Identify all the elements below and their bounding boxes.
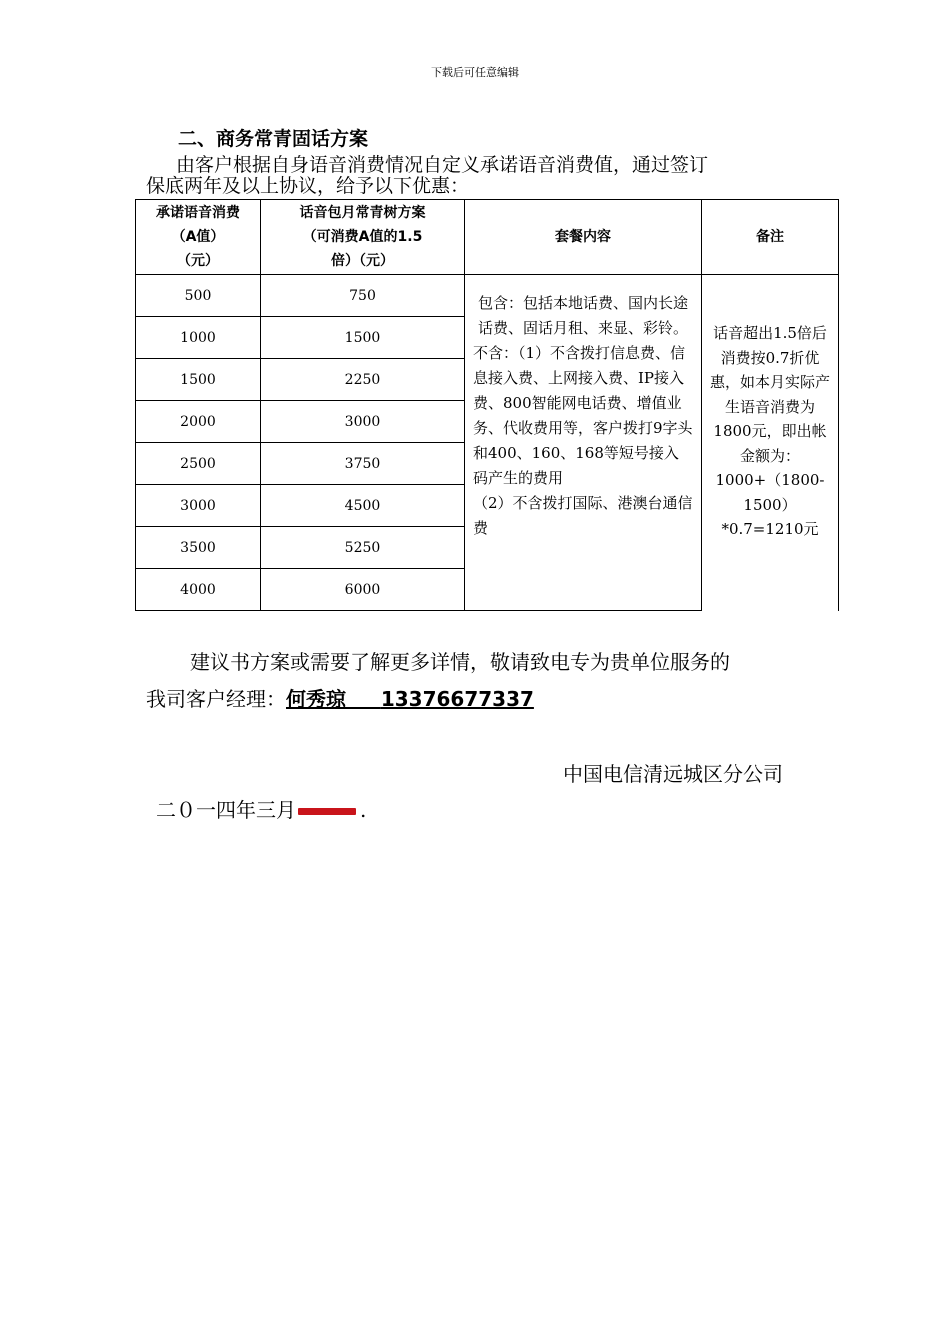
plan-value: 4500: [261, 485, 465, 527]
header-monthly-plan-line: 倍）（元）: [331, 253, 394, 269]
header-commitment-line: 承诺语音消费: [156, 205, 240, 221]
excluded-text-2: （2）不含拨打国际、港澳台通信费: [473, 494, 693, 537]
note-cell: 话音超出1.5倍后消费按0.7折优惠，如本月实际产生语音消费为1800元，即出帐金额为：1000+（1800-1500）*0.7=1210元: [702, 275, 839, 611]
account-manager-phone: 13376677337: [380, 687, 534, 711]
plan-value: 2250: [261, 359, 465, 401]
plan-value: 6000: [261, 569, 465, 611]
commitment-value: 2500: [136, 443, 261, 485]
commitment-value: 1000: [136, 317, 261, 359]
commitment-value: 1500: [136, 359, 261, 401]
plan-value: 5250: [261, 527, 465, 569]
header-notes: 备注: [702, 200, 839, 275]
account-manager-name: 何秀琼: [286, 687, 346, 711]
redaction-mark: [298, 808, 356, 815]
contact-paragraph-line-2: [146, 683, 534, 712]
table-row: [136, 275, 839, 317]
pricing-table: [135, 199, 839, 611]
date-suffix: .: [360, 798, 367, 822]
excluded-text: 不含：（1）不含拨打信息费、信息接入费、上网接入费、IP接入费、800智能网电话费、增值业务、代收费用等，客户拨打9字头和400、160、168等短号接入码产生的费用: [473, 344, 693, 487]
contact-prefix: 我司客户经理：: [146, 687, 286, 711]
contact-paragraph-line-1: 建议书方案或需要了解更多详情，敬请致电专为贵单位服务的: [190, 650, 730, 674]
manager-gap: [346, 687, 381, 711]
header-monthly-plan: [261, 200, 465, 275]
company-signature: 中国电信清远城区分公司: [563, 762, 783, 786]
header-commitment-line: （A值）: [171, 229, 225, 245]
page-header: 下载后可任意编辑: [431, 66, 519, 79]
plan-value: 1500: [261, 317, 465, 359]
package-content-cell: [465, 275, 702, 611]
date-line: [156, 794, 366, 823]
commitment-value: 4000: [136, 569, 261, 611]
table-header-row: [136, 200, 839, 275]
commitment-value: 2000: [136, 401, 261, 443]
section-title: 二、商务常青固话方案: [178, 128, 369, 150]
intro-text-line-1: 由客户根据自身语音消费情况自定义承诺语音消费值，通过签订: [176, 154, 709, 176]
plan-value: 3750: [261, 443, 465, 485]
included-text: 包含：包括本地话费、国内长途话费、固话月租、来显、彩铃。: [477, 294, 688, 337]
header-monthly-plan-line: 话音包月常青树方案: [299, 205, 426, 221]
commitment-value: 3500: [136, 527, 261, 569]
intro-text-line-2: 保底两年及以上协议，给予以下优惠：: [146, 175, 470, 197]
header-monthly-plan-line: （可消费A值的1.5: [302, 229, 423, 245]
header-commitment: [136, 200, 261, 275]
plan-value: 750: [261, 275, 465, 317]
commitment-value: 500: [136, 275, 261, 317]
header-package-content: 套餐内容: [465, 200, 702, 275]
header-commitment-line: （元）: [177, 253, 219, 269]
plan-value: 3000: [261, 401, 465, 443]
commitment-value: 3000: [136, 485, 261, 527]
date-text: 二０一四年三月: [156, 798, 296, 822]
